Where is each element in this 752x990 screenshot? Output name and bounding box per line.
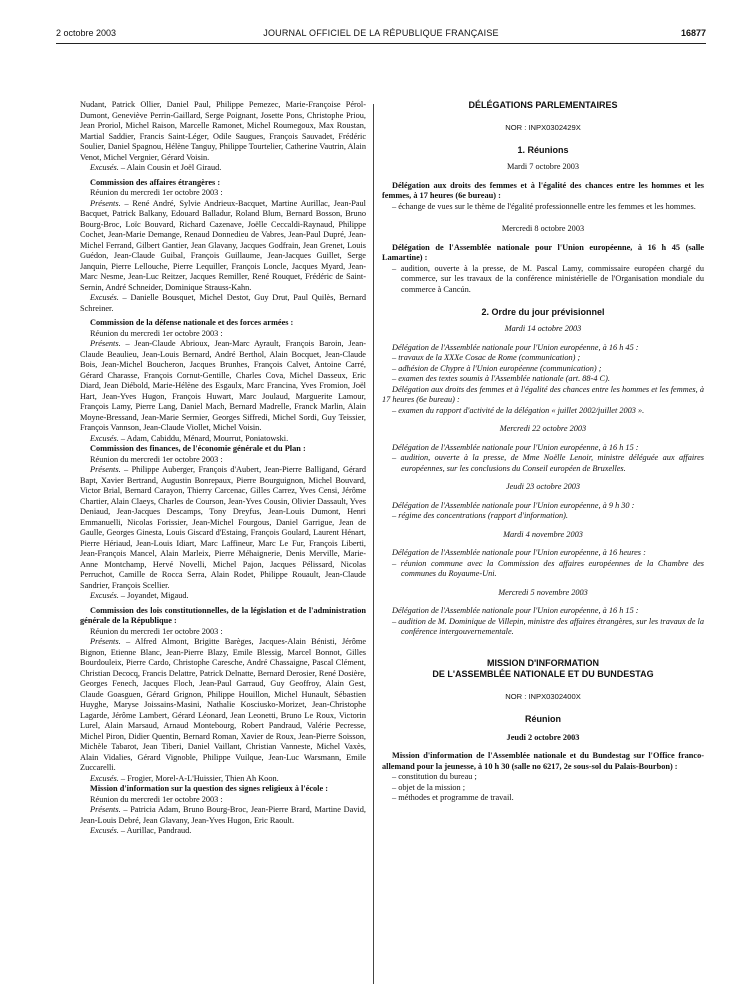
day-heading: Mercredi 8 octobre 2003 — [501, 224, 585, 233]
delegation-heading: Délégation de l'Assemblée nationale pour l'Union européenne, à 16 h 15 : — [392, 606, 639, 615]
excused-list — [80, 826, 366, 837]
present-list — [80, 465, 366, 591]
mission-subtitle: DE L'ASSEMBLÉE NATIONALE ET DU BUNDESTAG — [432, 668, 654, 679]
delegation-heading: Délégation de l'Assemblée nationale pour l'Union européenne, à 9 h 30 : — [392, 500, 635, 510]
delegation-heading: Délégation aux droits des femmes et à l'égalité des chances entre les hommes et les femmes, à 17 heures (6e bureau) : — [382, 384, 704, 404]
day-heading: Jeudi 2 octobre 2003 — [506, 732, 580, 742]
excused-list: – Alain Cousin et Joël Giraud. — [118, 163, 222, 172]
page-header — [56, 28, 706, 42]
delegation-heading: Délégation de l'Assemblée nationale pour l'Union européenne, à 16 h 45 : — [392, 342, 639, 352]
present-names: – René André, Sylvie Andrieux-Bacquet, Martine Aurillac, Jean-Paul Bacquet, Patrick Balkany, Edouard Balladur, Roland Blum, Bernard Bosson, Bruno Bourg-Broc, Loïc Bouvard, Richard Cazenave, Joëlle Ceccaldi-Raynaud, Philippe Cochet, Jean-Marie Demange, Renaud Donnedieu de Vabres, Jean-Paul Dupré, Jean-Michel Ferrand, Gilbert Gantier, Jean Glavany, Jacques Godfrain, Jean Grenet, Louis Guédon, Jean-Claude Guibal, François Guillaume, Jean-Jacques Guillet, Serge Janquin, Pierre Lellouche, Pierre Lequiller, François Loncle, Jacques Myard, Jean-Marc Nesme, Jean-Luc Reitzer, Jacques Remiller, René Rouquet, Frédéric de Saint-Sernin, André Schneider, Dominique Strauss-Kahn. — [80, 198, 366, 292]
day-heading: Mercredi 5 novembre 2003 — [498, 587, 588, 597]
excused-label: Excusés. — [90, 826, 119, 835]
present-names: – Patricia Adam, Bruno Bourg-Broc, Jean-Pierre Brard, Martine David, Jean-Louis Debré, Jean Glavany, Jean-Yves Hugon, Eric Raoult. — [80, 805, 366, 825]
excused-list — [80, 293, 366, 314]
excused-label: Excusés. — [90, 163, 119, 172]
nor-reference: NOR : INPX0302400X — [505, 691, 581, 701]
nor-reference: NOR : INPX0302429X — [505, 123, 581, 132]
agenda-item: – examen des textes soumis à l'Assemblée nationale (art. 88-4 C). — [392, 374, 610, 383]
present-names: – Philippe Auberger, François d'Aubert, Jean-Pierre Balligand, Gérard Bapt, Xavier Bertrand, Augustin Bonrepaux, Pierre Bourguignon, Michel Bouvard, Victor Brial, Bernard Carayon, Thierry Carcenac, Gilles Carrez, Yves Censi, Jérôme Chartier, Alain Claeys, Charles de Courson, Jean-Yves Cousin, Olivier Dassault, Yves Deniaud, Jean-Jacques Descamps, Tony Dreyfus, Jean-Louis Dumont, Henri Emmanuelli, Nicolas Forissier, Jean-Michel Fourgous, Daniel Garrigue, Jean de Gaulle, Georges Ginesta, Louis Giscard d'Estaing, François Goulard, Laurent Hénart, Pierre Hériaud, Jean-Louis Idiart, Marc Laffineur, Marc Le Fur, François Liberti, Jean-François Mancel, Alain Marleix, Pierre Méhaignerie, Denis Merville, Marie-Anne Montchamp, Hervé Novelli, Michel Pajon, Jacques Pélissard, Nicolas Perruchot, Camille de Rocca Serra, Alain Rodet, Philippe Rouault, Jean-Claude Sandrier, François Scellier. — [80, 465, 366, 590]
excused-names: – Frogier, Morel-A-L'Huissier, Thien Ah Koon. — [118, 773, 279, 783]
commission-title: Commission des finances, de l'économie générale et du Plan : — [90, 444, 306, 453]
day-heading: Mardi 14 octobre 2003 — [504, 324, 582, 333]
present-label: Présents. — [90, 637, 121, 646]
delegation-heading: Délégation de l'Assemblée nationale pour l'Union européenne, à 16 heures : — [392, 548, 646, 557]
present-label: Présents. — [90, 805, 121, 814]
excused-names: – Joyandet, Migaud. — [118, 591, 189, 600]
meeting-date: Réunion du mercredi 1er octobre 2003 : — [90, 328, 223, 338]
commission-title: Mission d'information sur la question des signes religieux à l'école : — [90, 784, 329, 793]
excused-names: – Aurillac, Pandraud. — [118, 826, 192, 835]
continued-excused — [80, 163, 366, 174]
meeting-date: Réunion du mercredi 1er octobre 2003 : — [90, 454, 223, 464]
agenda-item: – adhésion de Chypre à l'Union européenne (communication) ; — [392, 363, 602, 373]
agenda-item: – régime des concentrations (rapport d'information). — [392, 511, 568, 520]
present-names: – Alfred Almont, Brigitte Barèges, Jacques-Alain Bénisti, Jérôme Bignon, Etienne Blanc, Jean-Pierre Blazy, Emile Blessig, Marcel Bonnot, Gilles Bourdouleix, Pierre Cardo, Christophe Caresche, André Chassaigne, Pascal Clément, Christian Decocq, Francis Delattre, Patrick Delnatte, Bernard Derosier, René Dosière, Georges Fenech, Jacques Floch, Jean-Paul Garraud, Guy Geoffroy, Alain Gest, Claude Goasguen, Gérard Grignon, Philippe Houillon, Michel Hunault, Sébastien Huyghe, Maryse Joissains-Masini, Nathalie Kosciusko-Morizet, Jean-Christophe Lagarde, Jérôme Lambert, Gérard Léonard, Jean Leonetti, Bruno Le Roux, Victorin Lurel, Alain Marsaud, Arnaud Montebourg, Robert Pandraud, Valérie Pecresse, Michel Piron, Didier Quentin, Bernard Roman, Xavier de Roux, Jean-Pierre Soisson, Michèle Tabarot, Jean Tiberi, Daniel Vaillant, Christian Vanneste, Michel Vaxès, Alain Vidalies, Gérard Vignoble, Philippe Vuilque, Jean-Luc Warsmann, Emile Zuccarelli. — [80, 637, 366, 772]
commission-title: Commission de la défense nationale et des forces armées : — [90, 318, 294, 327]
section-title: DÉLÉGATIONS PARLEMENTAIRES — [468, 100, 618, 110]
agenda-item: – audition, ouverte à la presse, de M. Pascal Lamy, commissaire européen chargé du commerce, sur les travaux de la conférence ministérielle de l'Organisation mondiale du commerce à Cancún. — [392, 263, 704, 294]
commission-title: Commission des lois constitutionnelles, de la législation et de l'administration générale de la République : — [80, 605, 366, 625]
present-list — [80, 637, 366, 774]
present-label: Présents. — [90, 198, 121, 208]
present-list — [80, 339, 366, 434]
meeting-date: Réunion du mercredi 1er octobre 2003 : — [90, 188, 223, 197]
excused-names: – Adam, Cabiddu, Ménard, Mourrut, Poniatowski. — [118, 433, 289, 443]
delegation-heading: Délégation de l'Assemblée nationale pour l'Union européenne, à 16 h 45 (salle Lamartine) : — [382, 242, 704, 262]
excused-list — [80, 591, 366, 602]
continued-attendee-list: Nudant, Patrick Ollier, Daniel Paul, Philippe Pemezec, Marie-Françoise Pérol-Dumont, Geneviève Perrin-Gaillard, Serge Poignant, Josette Pons, Christophe Priou, Jean Proriol, Michel Raison, Marcelle Ramonet, Michel Roumegoux, Max Roustan, Martial Saddier, Francis Saint-Léger, Odile Saugues, François Sauvadet, Frédéric Soulier, Daniel Spagnou, Hélène Tanguy, Philippe Tourtelier, Catherine Vautrin, Alain Venot, Michel Vergnier, Gérard Voisin. — [80, 100, 366, 162]
header-page-number: 16877 — [680, 28, 706, 38]
mission-heading: Mission d'information de l'Assemblée nationale et du Bundestag sur l'Office franco-allemand pour la jeunesse, à 10 h 30 (salle no 6217, 2e sous-sol du Palais-Bourbon) : — [382, 751, 704, 771]
left-column — [80, 100, 366, 837]
present-list — [80, 805, 366, 826]
excused-names: – Danielle Bousquet, Michel Destot, Guy Drut, Paul Quilès, Bernard Schreiner. — [80, 293, 366, 313]
mission-title: MISSION D'INFORMATION — [487, 657, 599, 668]
agenda-item: – examen du rapport d'activité de la délégation « juillet 2002/juillet 2003 ». — [392, 405, 645, 415]
agenda-item: – travaux de la XXXe Cosac de Rome (communication) ; — [392, 353, 581, 362]
day-heading: Jeudi 23 octobre 2003 — [505, 482, 581, 491]
meeting-date: Réunion du mercredi 1er octobre 2003 : — [90, 626, 223, 636]
excused-label: Excusés. — [90, 433, 119, 443]
agenda-item: – audition de M. Dominique de Villepin, ministre des affaires étrangères, sur les travaux de la conférence intergouvernementale. — [392, 616, 704, 636]
agenda-item: – échange de vues sur le thème de l'égalité professionnelle entre les femmes et les hommes. — [392, 201, 696, 211]
day-heading: Mardi 4 novembre 2003 — [503, 529, 583, 539]
present-label: Présents. — [90, 339, 121, 348]
header-date: 2 octobre 2003 — [56, 28, 117, 38]
agenda-item: – constitution du bureau ; — [392, 772, 477, 781]
day-heading: Mardi 7 octobre 2003 — [506, 162, 580, 171]
day-heading: Mercredi 22 octobre 2003 — [499, 424, 587, 433]
excused-label: Excusés. — [90, 773, 119, 783]
agenda-item: – méthodes et programme de travail. — [392, 793, 514, 802]
present-names: – Jean-Claude Abrioux, Jean-Marc Ayrault, François Baroin, Jean-Claude Beaulieu, Jean-Louis Bernard, André Berthol, Alain Bocquet, Jean-Claude Bois, Jean-Michel Boucheron, Jacques Brunhes, François Calvet, Antoine Carré, Gérard Charasse, François Cornut-Gentille, Charles Cova, Michel Dasseux, Eric Diard, Jean Diébold, Marie-Hélène des Esgaulx, Marc Francina, Yves Fromion, Joël Hart, Jean-Yves Hugon, François Huwart, Marc Joulaud, Marguerite Lamour, François Lamy, Pierre Lang, Daniel Mach, Bernard Madrelle, Franck Marlin, Alain Moyne-Bressand, Jean-Marie Sermier, Georges Siffredi, Michel Sordi, Guy Teissier, François Vannson, Jean-Claude Viollet, Michel Voisin. — [80, 339, 366, 432]
header-title: JOURNAL OFFICIEL DE LA RÉPUBLIQUE FRANÇAISE — [263, 28, 499, 38]
agenda-item: – objet de la mission ; — [392, 782, 466, 792]
meeting-date: Réunion du mercredi 1er octobre 2003 : — [90, 794, 223, 804]
agenda-item: – audition, ouverte à la presse, de Mme Noëlle Lenoir, ministre déléguée aux affaires européennes, sur les conclusions du Conseil européen de Bruxelles. — [392, 453, 704, 473]
excused-label: Excusés. — [90, 591, 119, 600]
right-column — [382, 100, 704, 804]
present-label: Présents. — [90, 465, 121, 474]
subsection-title: Réunion — [525, 713, 561, 724]
present-list — [80, 199, 366, 294]
header-rule — [56, 43, 706, 44]
subsection-title: 1. Réunions — [517, 145, 569, 155]
commission-title: Commission des affaires étrangères : — [90, 177, 221, 187]
excused-list — [80, 434, 366, 445]
excused-label: Excusés. — [90, 293, 119, 302]
agenda-item: – réunion commune avec la Commission des affaires européennes de la Chambre des communes du Royaume-Uni. — [392, 558, 704, 578]
delegation-heading: Délégation aux droits des femmes et à l'égalité des chances entre les hommes et les femmes, à 17 heures (6e bureau) : — [382, 180, 704, 200]
excused-list — [80, 774, 366, 785]
subsection-title: 2. Ordre du jour prévisionnel — [481, 307, 605, 317]
column-divider — [373, 104, 374, 984]
delegation-heading: Délégation de l'Assemblée nationale pour l'Union européenne, à 16 h 15 : — [392, 442, 639, 452]
